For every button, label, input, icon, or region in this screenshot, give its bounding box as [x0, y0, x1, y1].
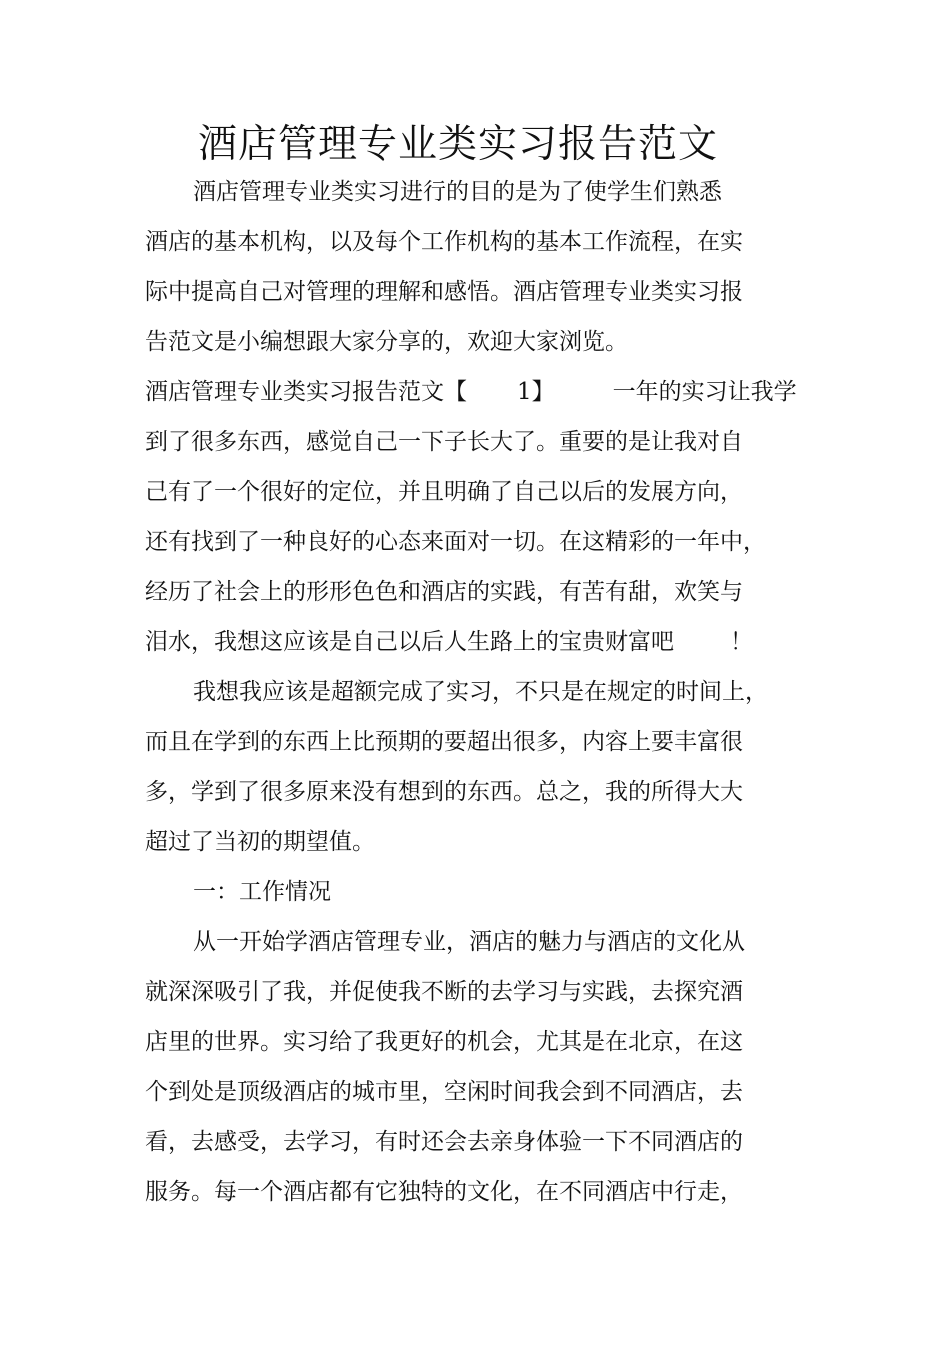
section-heading-text: 酒店管理专业类实习报告范文【	[145, 379, 467, 405]
body-line: 还有找到了一种良好的心态来面对一切。在这精彩的一年中，	[145, 529, 766, 555]
body-line: 多，学到了很多原来没有想到的东西。总之，我的所得大大	[145, 779, 743, 805]
body-line: 就深深吸引了我，并促使我不断的去学习与实践，去探究酒	[145, 979, 743, 1005]
intro-line: 酒店的基本机构，以及每个工作机构的基本工作流程，在实	[145, 229, 743, 255]
body-line	[145, 627, 753, 657]
body-line: 己有了一个很好的定位，并且明确了自己以后的发展方向，	[145, 479, 743, 505]
section-first-line-rest: 一年的实习让我学	[612, 379, 797, 405]
body-line: 看，去感受，去学习，有时还会去亲身体验一下不同酒店的	[145, 1129, 743, 1155]
body-line: 经历了社会上的形形色色和酒店的实践，有苦有甜，欢笑与	[145, 579, 743, 605]
document-title: 酒店管理专业类实习报告范文	[197, 122, 718, 167]
body-line: 服务。每一个酒店都有它独特的文化，在不同酒店中行走，	[145, 1179, 743, 1205]
body-line: 我想我应该是超额完成了实习，不只是在规定的时间上，	[193, 679, 768, 705]
intro-line: 告范文是小编想跟大家分享的，欢迎大家浏览。	[145, 329, 628, 355]
intro-line: 酒店管理专业类实习进行的目的是为了使学生们熟悉	[193, 179, 722, 205]
intro-line: 际中提高自己对管理的理解和感悟。酒店管理专业类实习报	[145, 279, 743, 305]
body-line: 而且在学到的东西上比预期的要超出很多，内容上要丰富很	[145, 729, 743, 755]
body-line: 店里的世界。实习给了我更好的机会，尤其是在北京，在这	[145, 1029, 743, 1055]
section-heading-line	[145, 377, 797, 407]
exclamation-mark: ！	[730, 629, 753, 655]
subheading: 一：工作情况	[193, 879, 331, 905]
body-line: 到了很多东西，感觉自己一下子长大了。重要的是让我对自	[145, 429, 743, 455]
body-line-text: 泪水，我想这应该是自己以后人生路上的宝贵财富吧	[145, 629, 674, 655]
body-line: 个到处是顶级酒店的城市里，空闲时间我会到不同酒店，去	[145, 1079, 743, 1105]
section-heading-number: 1】	[517, 379, 555, 405]
body-line: 超过了当初的期望值。	[145, 829, 375, 855]
body-line: 从一开始学酒店管理专业，酒店的魅力与酒店的文化从	[193, 929, 745, 955]
